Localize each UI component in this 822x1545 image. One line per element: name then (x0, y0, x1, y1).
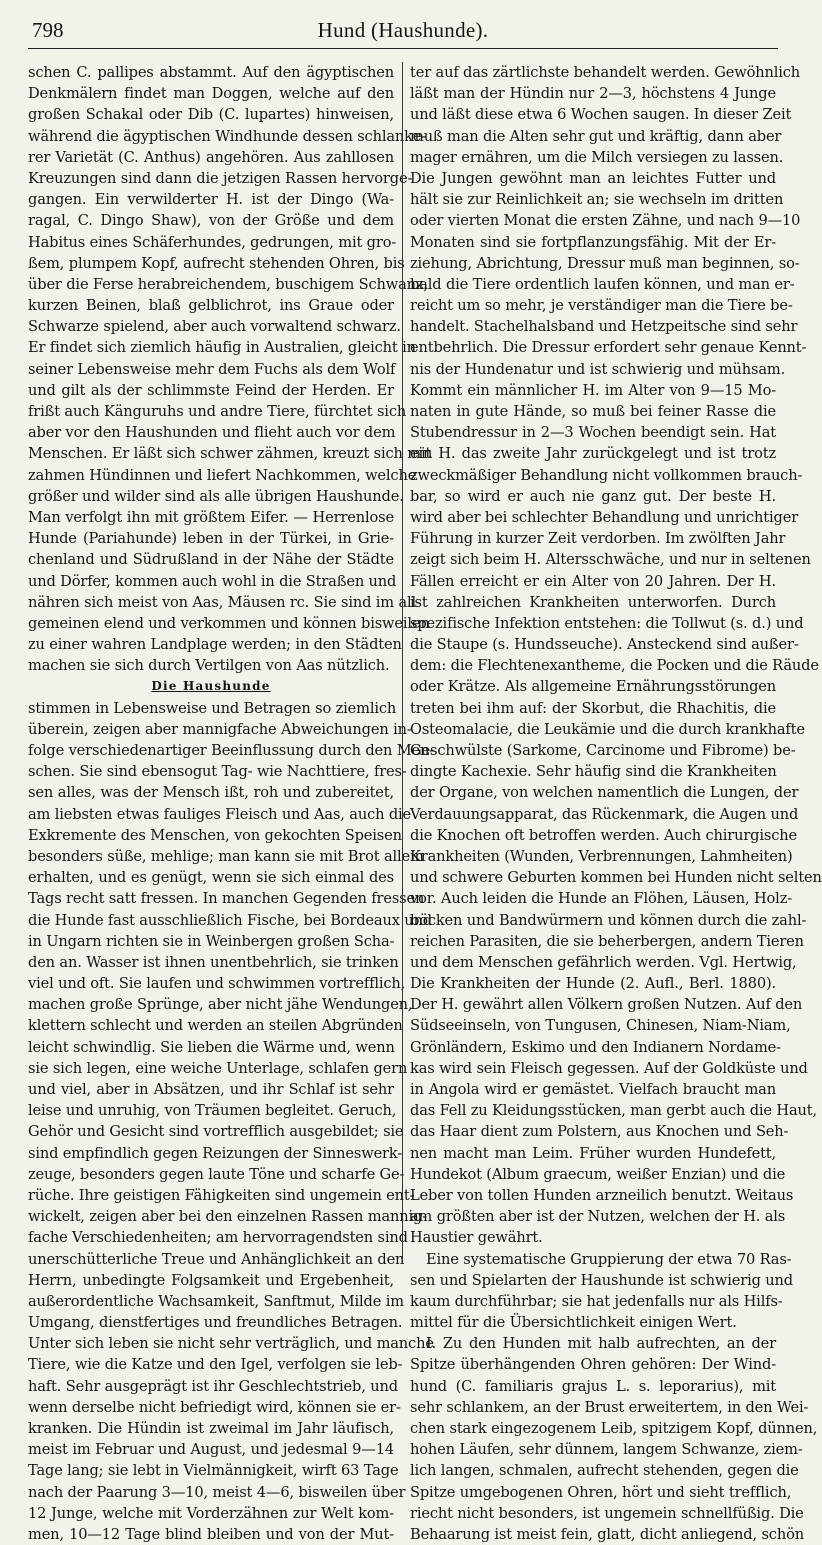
text-line: dingte Kachexie. Sehr häufig sind die Krankheiten (410, 763, 777, 781)
text-line: die Hunde fast ausschließlich Fische, bei Bordeaux und (28, 911, 432, 929)
text-line: und gilt als der schlimmste Feind der Herden. Er (28, 381, 394, 399)
text-line: hund (C. familiaris grajus L. s. leporarius), mit (410, 1377, 776, 1395)
text-line: Osteomalacie, die Leukämie und die durch krankhafte (410, 720, 805, 738)
text-line: ziehung, Abrichtung, Dressur muß man beginnen, so- (410, 254, 800, 272)
text-line: mager ernähren, um die Milch versiegen zu lassen. (410, 148, 784, 166)
text-line: größer und wilder sind als alle übrigen Haushunde. (28, 487, 404, 505)
text-line: viel und oft. Sie laufen und schwimmen vortrefflich, (28, 975, 406, 993)
text-line: in Ungarn richten sie in Weinbergen großen Scha- (28, 932, 395, 950)
column-divider (402, 62, 403, 1262)
text-line: machen sie sich durch Vertilgen von Aas nützlich. (28, 657, 390, 675)
text-line: Man verfolgt ihn mit größtem Eifer. — Herrenlose (28, 508, 394, 526)
text-line: vor. Auch leiden die Hunde an Flöhen, Läusen, Holz- (410, 890, 793, 908)
text-line: Monaten sind sie fortpflanzungsfähig. Mit der Er- (410, 233, 776, 251)
text-line: kranken. Die Hündin ist zweimal im Jahr läufisch, (28, 1420, 394, 1437)
text-line: außerordentliche Wachsamkeit, Sanftmut, Milde im (28, 1292, 404, 1310)
text-line: machen große Sprünge, aber nicht jähe Wendungen, (28, 996, 413, 1014)
text-line: Fällen erreicht er ein Alter von 20 Jahren. Der H. (410, 572, 776, 590)
text-line: gemeinen elend und verkommen und können bisweilen (28, 614, 430, 632)
text-line: überein, zeigen aber mannigfache Abweichungen in- (28, 720, 412, 738)
text-line: die Staupe (s. Hundsseuche). Ansteckend sind außer- (410, 636, 799, 654)
text-columns (28, 62, 822, 1543)
text-line: und schwere Geburten kommen bei Hunden nicht selten (410, 869, 822, 887)
text-line: reichen Parasiten, die sie beherbergen, andern Tieren (410, 932, 804, 950)
text-line: Denkmälern findet man Doggen, welche auf den (28, 85, 394, 103)
text-line: der Organe, von welchen namentlich die Lungen, der (410, 784, 799, 802)
text-line: Menschen. Er läßt sich schwer zähmen, kreuzt sich mit (28, 445, 432, 463)
right-column (410, 62, 822, 1545)
text-line: treten bei ihm auf: der Skorbut, die Rhachitis, die (410, 699, 776, 717)
text-line: riecht nicht besonders, ist ungemein schnellfüßig. Die (410, 1504, 804, 1522)
text-line: Umgang, dienstfertiges und freundliches Betragen. (28, 1314, 403, 1332)
text-line: Behaarung ist meist fein, glatt, dicht anliegend, schön (410, 1525, 804, 1543)
text-line: leicht schwindlig. Sie lieben die Wärme und, wenn (28, 1038, 395, 1056)
text-line: hält sie zur Reinlichkeit an; sie wechseln im dritten (410, 191, 784, 209)
text-line: mittel für die Übersichtlichkeit einigen Wert. (410, 1314, 737, 1332)
text-line: Geschwülste (Sarkome, Carcinome und Fibrome) be- (410, 742, 796, 759)
text-line: läßt man der Hündin nur 2—3, höchstens 4 Junge (410, 85, 776, 103)
section-heading: Die Haushunde (151, 679, 271, 694)
text-line: folge verschiedenartiger Beeinflussung durch den Men- (28, 742, 435, 759)
text-line: ßem, plumpem Kopf, aufrecht stehenden Ohren, bis (28, 254, 405, 272)
text-line: sehr schlankem, an der Brust erweitertem, in den Wei- (410, 1398, 809, 1416)
text-line: ist zahlreichen Krankheiten unterworfen. Durch (410, 593, 776, 611)
text-line: und dem Menschen gefährlich werden. Vgl. Hertwig, (410, 953, 797, 971)
text-line: nach der Paarung 3—10, meist 4—6, bisweilen über (28, 1483, 406, 1501)
text-line: Hundekot (Album graecum, weißer Enzian) und die (410, 1165, 786, 1183)
text-line: Kreuzungen sind dann die jetzigen Rassen hervorge- (28, 169, 413, 187)
text-line: Tage lang; sie lebt in Vielmännigkeit, wirft 63 Tage (28, 1462, 399, 1480)
text-line: oder vierten Monat die ersten Zähne, und nach 9—10 (410, 212, 801, 230)
text-line: sen alles, was der Mensch ißt, roh und zubereitet, (28, 784, 394, 802)
text-line: und Dörfer, kommen auch wohl in die Straßen und (28, 572, 397, 590)
text-line: zeigt sich beim H. Altersschwäche, und nur in seltenen (410, 551, 811, 569)
text-line: bald die Tiere ordentlich laufen können, und man er- (410, 275, 795, 293)
text-line: Er findet sich ziemlich häufig in Australien, gleicht in (28, 339, 416, 357)
text-line: Hunde (Pariahunde) leben in der Türkei, in Grie- (28, 530, 394, 548)
text-line: Herrn, unbedingte Folgsamkeit und Ergebenheit, (28, 1271, 394, 1289)
text-line: Tiere, wie die Katze und den Igel, verfolgen sie leb- (28, 1356, 403, 1374)
text-line: chen stark eingezogenem Leib, spitzigem Kopf, dünnen, (410, 1420, 818, 1437)
text-line: zeuge, besonders gegen laute Töne und scharfe Ge- (28, 1165, 405, 1183)
text-line: und viel, aber in Absätzen, und ihr Schlaf ist sehr (28, 1081, 394, 1098)
text-line: den an. Wasser ist ihnen unentbehrlich, sie trinken (28, 953, 399, 971)
text-line: meist im Februar und August, und jedesmal 9—14 (28, 1441, 394, 1459)
text-line: rüche. Ihre geistigen Fähigkeiten sind ungemein ent- (28, 1186, 415, 1204)
text-line: in Angola wird er gemästet. Vielfach braucht man (410, 1081, 776, 1098)
text-line: Spitze überhängenden Ohren gehören: Der Wind- (410, 1356, 776, 1374)
text-line: frißt auch Känguruhs und andre Tiere, fürchtet sich (28, 403, 407, 420)
text-line: großen Schakal oder Dib (C. lupartes) hinweisen, (28, 106, 394, 124)
text-line: men, 10—12 Tage blind bleiben und von der Mut- (28, 1525, 394, 1543)
text-line: sie sich legen, eine weiche Unterlage, schlafen gern (28, 1059, 408, 1077)
text-line: besonders süße, mehlige; man kann sie mit Brot allein (28, 847, 424, 865)
text-line: stimmen in Lebensweise und Betragen so ziemlich (28, 699, 397, 717)
text-line: erhalten, und es genügt, wenn sie sich einmal des (28, 869, 394, 887)
text-line: schen. Sie sind ebensogut Tag- wie Nachttiere, fres- (28, 763, 407, 781)
text-line: wird aber bei schlechter Behandlung und unrichtiger (410, 508, 799, 526)
text-line: ein H. das zweite Jahr zurückgelegt und ist trotz (410, 445, 776, 463)
text-line: Spitze umgebogenen Ohren, hört und sieht trefflich, (410, 1483, 792, 1501)
text-line: Habitus eines Schäferhundes, gedrungen, mit gro- (28, 233, 397, 251)
text-line: entbehrlich. Die Dressur erfordert sehr genaue Kennt- (410, 339, 807, 357)
text-line: spezifische Infektion entstehen: die Tollwut (s. d.) und (410, 614, 804, 632)
text-line: Tags recht satt fressen. In manchen Gegenden fressen (28, 890, 425, 908)
text-line: Grönländern, Eskimo und den Indianern Nordame- (410, 1038, 781, 1056)
text-line: Unter sich leben sie nicht sehr verträglich, und manche (28, 1335, 434, 1353)
text-line: über die Ferse herabreichendem, buschigem Schwanz, (28, 275, 428, 293)
text-line: Verdauungsapparat, das Rückenmark, die Augen und (410, 805, 799, 823)
text-line: 12 Junge, welche mit Vorderzähnen zur Welt kom- (28, 1504, 394, 1522)
text-line: die Knochen oft betroffen werden. Auch chirurgische (410, 826, 797, 844)
text-line: Südseeinseln, von Tungusen, Chinesen, Niam-Niam, (410, 1017, 791, 1035)
left-column (28, 62, 435, 1545)
text-line: zu einer wahren Landplage werden; in den Städten (28, 636, 402, 654)
text-line: am größten aber ist der Nutzen, welchen der H. als (410, 1208, 786, 1226)
text-line: wickelt, zeigen aber bei den einzelnen Rassen mannig- (28, 1208, 428, 1226)
text-line: unerschütterliche Treue und Anhänglichkeit an den (28, 1250, 405, 1268)
text-line: Kommt ein männlicher H. im Alter von 9—15 Mo- (410, 381, 776, 399)
text-line: Leber von tollen Hunden arzneilich benutzt. Weitaus (410, 1186, 794, 1204)
page-number: 798 (32, 18, 64, 42)
text-line: reicht um so mehr, je verständiger man die Tiere be- (410, 297, 793, 315)
text-line: Haustier gewährt. (410, 1229, 543, 1247)
text-line: das Haar dient zum Polstern, aus Knochen und Seh- (410, 1123, 789, 1141)
text-line: Die Krankheiten der Hunde (2. Aufl., Berl. 1880). (410, 975, 776, 993)
text-line: Gehör und Gesicht sind vortrefflich ausgebildet; sie (28, 1123, 404, 1141)
text-line: I. Zu den Hunden mit halb aufrechten, an der (426, 1335, 776, 1353)
text-line: sind empfindlich gegen Reizungen der Sinneswerk- (28, 1144, 403, 1162)
text-line: das Fell zu Kleidungsstücken, man gerbt auch die Haut, (410, 1102, 817, 1120)
text-line: bar, so wird er auch nie ganz gut. Der beste H. (410, 487, 776, 505)
text-line: oder Krätze. Als allgemeine Ernährungsstörungen (410, 678, 776, 696)
text-line: gangen. Ein verwilderter H. ist der Dingo (Wa- (28, 191, 394, 209)
text-line: Die Jungen gewöhnt man an leichtes Futter und (410, 169, 776, 187)
text-line: nähren sich meist von Aas, Mäusen rc. Sie sind im all- (28, 593, 421, 611)
text-line: haft. Sehr ausgeprägt ist ihr Geschlechtstrieb, und (28, 1377, 398, 1395)
text-line: Stubendressur in 2—3 Wochen beendigt sein. Hat (410, 424, 776, 442)
text-line: aber vor den Haushunden und flieht auch vor dem (28, 424, 396, 442)
text-line: dem: die Flechtenexantheme, die Pocken und die Räude (410, 657, 819, 675)
text-line: klettern schlecht und werden an steilen Abgründen (28, 1017, 403, 1035)
text-line: nis der Hundenatur und ist schwierig und mühsam. (410, 360, 786, 378)
text-line: Der H. gewährt allen Völkern großen Nutzen. Auf den (410, 996, 803, 1014)
text-line: ter auf das zärtlichste behandelt werden. Gewöhnlich (410, 64, 801, 81)
text-line: am liebsten etwas fauliges Fleisch und Aas, auch die (28, 805, 412, 823)
text-line: und läßt diese etwa 6 Wochen saugen. In dieser Zeit (410, 106, 792, 124)
text-line: während die ägyptischen Windhunde dessen schlanke- (28, 127, 427, 145)
text-line: lich langen, schmalen, aufrecht stehenden, gegen die (410, 1462, 799, 1480)
text-line: seiner Lebensweise mehr dem Fuchs als dem Wolf (28, 360, 396, 378)
text-line: zweckmäßiger Behandlung nicht vollkommen brauch- (410, 466, 803, 484)
text-line: ragal, C. Dingo Shaw), von der Größe und dem (28, 212, 394, 230)
text-line: nen macht man Leim. Früher wurden Hundefett, (410, 1144, 776, 1162)
text-line: Krankheiten (Wunden, Verbrennungen, Lahmheiten) (410, 847, 793, 865)
page-header (28, 14, 778, 49)
text-line: muß man die Alten sehr gut und kräftig, dann aber (410, 127, 782, 145)
text-line: schen C. pallipes abstammt. Auf den ägyptischen (28, 64, 394, 81)
text-line: hohen Läufen, sehr dünnem, langem Schwanze, ziem- (410, 1441, 803, 1459)
text-line: rer Varietät (C. Anthus) angehören. Aus zahllosen (28, 148, 394, 166)
text-line: fache Verschiedenheiten; am hervorragendsten sind (28, 1229, 408, 1247)
text-line: Eine systematische Gruppierung der etwa 70 Ras- (426, 1250, 792, 1268)
running-head: Hund (Haushunde). (317, 18, 489, 42)
text-line: zahmen Hündinnen und liefert Nachkommen, welche (28, 466, 417, 484)
text-line: kaum durchführbar; sie hat jedenfalls nur als Hilfs- (410, 1292, 783, 1310)
text-line: handelt. Stachelhalsband und Hetzpeitsche sind sehr (410, 318, 798, 336)
text-line: kurzen Beinen, blaß gelblichrot, ins Graue oder (28, 297, 394, 315)
text-line: Führung in kurzer Zeit verdorben. Im zwölften Jahr (410, 530, 786, 548)
text-line: sen und Spielarten der Haushunde ist schwierig und (410, 1271, 793, 1289)
text-line: böcken und Bandwürmern und können durch die zahl- (410, 911, 807, 929)
text-line: Exkremente des Menschen, von gekochten Speisen (28, 826, 402, 844)
text-line: naten in gute Hände, so muß bei feiner Rasse die (410, 403, 776, 420)
text-line: wenn derselbe nicht befriedigt wird, können sie er- (28, 1398, 401, 1416)
text-line: leise und unruhig, von Träumen begleitet. Geruch, (28, 1102, 397, 1120)
text-line: Schwarze spielend, aber auch vorwaltend schwarz. (28, 318, 401, 336)
text-line: chenland und Südrußland in der Nähe der Städte (28, 551, 394, 569)
text-line: kas wird sein Fleisch gegessen. Auf der Goldküste und (410, 1059, 808, 1077)
